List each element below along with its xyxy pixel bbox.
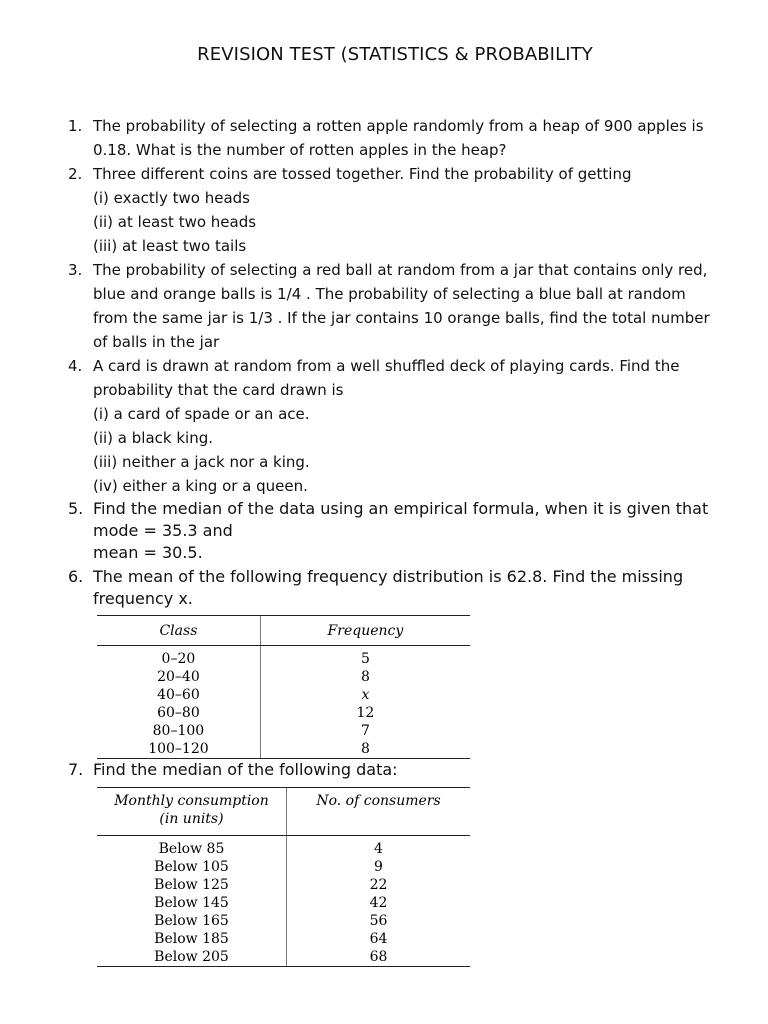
table-header-consumers: No. of consumers <box>287 788 471 836</box>
question-text: mode = 35.3 and <box>93 521 233 540</box>
table-row <box>97 930 470 948</box>
question-subpart: (ii) a black king. <box>93 429 213 447</box>
consumers-cell: 9 <box>287 858 471 876</box>
table-row <box>97 836 470 859</box>
question-text: The probability of selecting a rotten apple randomly from a heap of 900 apples is <box>93 117 704 135</box>
question-subpart: (iii) at least two tails <box>93 237 247 255</box>
question-text: Find the median of the following data: <box>93 760 398 779</box>
question-subpart: (iv) either a king or a queen. <box>93 477 308 495</box>
question-4 <box>68 354 738 498</box>
table-row <box>97 722 470 740</box>
table-row <box>97 894 470 912</box>
consumption-cell: Below 145 <box>154 895 229 911</box>
question-number: 2. <box>68 165 83 183</box>
table-header-line: (in units) <box>159 811 224 827</box>
question-number: 3. <box>68 261 83 279</box>
frequency-cell: x <box>260 686 470 704</box>
table-row <box>97 668 470 686</box>
frequency-cell: 8 <box>260 740 470 759</box>
consumers-cell: 68 <box>287 948 471 967</box>
class-cell: 80–100 <box>152 723 205 739</box>
table-header-consumption <box>97 788 287 836</box>
question-number: 7. <box>68 760 84 779</box>
question-subpart: (ii) at least two heads <box>93 213 257 231</box>
table-row <box>97 646 470 669</box>
question-subpart: (i) exactly two heads <box>93 189 250 207</box>
class-cell: 60–80 <box>157 705 200 721</box>
consumption-cell: Below 205 <box>97 948 287 967</box>
question-7 <box>68 759 738 781</box>
question-text: A card is drawn at random from a well shuffled deck of playing cards. Find the <box>93 357 680 375</box>
class-cell: 20–40 <box>157 669 200 685</box>
table-header-line: Monthly consumption <box>114 793 269 809</box>
consumption-cell: Below 185 <box>154 931 229 947</box>
question-number: 6. <box>68 567 84 586</box>
frequency-cell: 7 <box>260 722 470 740</box>
consumers-cell: 42 <box>287 894 471 912</box>
table-row <box>97 686 470 704</box>
question-text: The probability of selecting a red ball at random from a jar that contains only red, <box>93 261 708 279</box>
frequency-table <box>97 615 470 759</box>
table-row <box>97 912 470 930</box>
question-number: 5. <box>68 499 84 518</box>
frequency-cell: 12 <box>260 704 470 722</box>
class-cell: 40–60 <box>157 687 200 703</box>
question-text: The mean of the following frequency distribution is 62.8. Find the missing <box>93 567 684 586</box>
table-row <box>97 704 470 722</box>
class-cell: 0–20 <box>161 651 196 667</box>
class-cell: 100–120 <box>97 740 260 759</box>
question-text: 0.18. What is the number of rotten apples in the heap? <box>93 141 507 159</box>
consumption-cell: Below 105 <box>154 859 229 875</box>
consumers-cell: 64 <box>287 930 471 948</box>
consumers-cell: 4 <box>287 836 471 859</box>
question-text: mean = 30.5. <box>93 543 203 562</box>
question-3 <box>68 258 738 354</box>
question-2 <box>68 162 738 258</box>
table-row <box>97 740 470 759</box>
question-text: blue and orange balls is 1/4 . The probability of selecting a blue ball at random <box>93 285 686 303</box>
question-text: Find the median of the data using an empirical formula, when it is given that <box>93 499 709 518</box>
consumers-cell: 22 <box>287 876 471 894</box>
frequency-cell: 8 <box>260 668 470 686</box>
question-text: frequency x. <box>93 589 193 608</box>
question-subpart: (i) a card of spade or an ace. <box>93 405 310 423</box>
consumption-cell: Below 165 <box>154 913 229 929</box>
question-number: 4. <box>68 357 83 375</box>
consumption-table <box>97 787 470 967</box>
question-text: of balls in the jar <box>93 333 220 351</box>
question-text: from the same jar is 1/3 . If the jar contains 10 orange balls, find the total number <box>93 309 710 327</box>
consumers-cell: 56 <box>287 912 471 930</box>
frequency-cell: 5 <box>260 646 470 669</box>
page-title: REVISION TEST (STATISTICS & PROBABILITY <box>197 44 593 65</box>
question-text: Three different coins are tossed together. Find the probability of getting <box>93 165 632 183</box>
consumption-cell: Below 125 <box>154 877 229 893</box>
table-row <box>97 948 470 967</box>
question-1 <box>68 114 738 162</box>
table-header-class: Class <box>97 616 260 646</box>
question-subpart: (iii) neither a jack nor a king. <box>93 453 310 471</box>
question-6 <box>68 566 738 610</box>
question-text: probability that the card drawn is <box>93 381 344 399</box>
table-row <box>97 858 470 876</box>
question-5 <box>68 498 738 564</box>
question-number: 1. <box>68 117 83 135</box>
table-row <box>97 876 470 894</box>
consumption-cell: Below 85 <box>158 841 225 857</box>
table-header-frequency: Frequency <box>260 616 470 646</box>
